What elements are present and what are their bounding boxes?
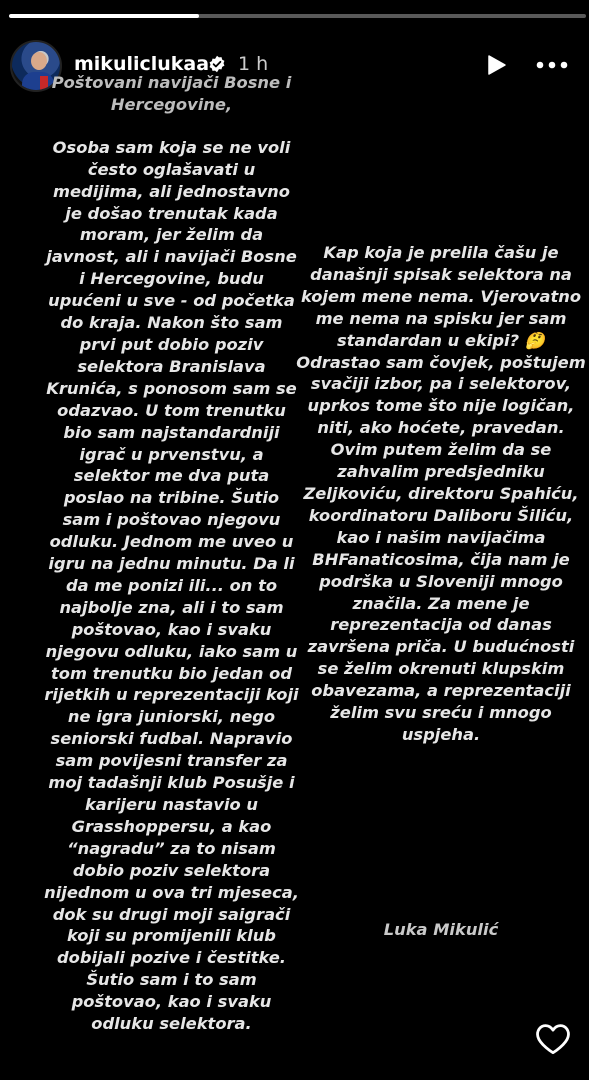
- more-icon: [536, 61, 568, 69]
- play-icon: [484, 53, 508, 77]
- letter-left-column: [44, 72, 299, 1035]
- heart-icon: [534, 1021, 572, 1055]
- letter-right-body: Kap koja je prelila čašu je današnji spisak selektora na kojem mene nema. Vjerovatno me nema na spisku jer sam standardan u ekipi? 🤔 Odrastao sam čovjek, poštujem svačiji izbor, pa i selektorov, uprkos tome što nije logičan, niti, ako hoćete, pravedan. Ovim putem želim da se zahvalim predsjedniku Zeljkoviću, direktoru Spahiću, koordinatoru Daliboru Šiliću, kao i našim navijačima BHFanaticosima, čija nam je podrška u Sloveniji mnogo značila. Za mene je reprezentacija od danas završena priča. U budućnosti se želim okrenuti klupskim obavezama, a reprezentaciji želim svu sreću i mnogo uspjeha.: [296, 243, 586, 744]
- username[interactable]: mikuliclukaa: [74, 53, 210, 75]
- verified-badge-icon: [208, 55, 226, 73]
- post-timestamp: 1 h: [238, 53, 269, 75]
- letter-greeting: Poštovani navijači Bosne i Hercegovine,: [51, 73, 292, 114]
- story-progress-fill: [9, 14, 199, 18]
- letter-left-body: Osoba sam koja se ne voli često oglašavati u medijima, ali jednostavno je došao trenutak kada moram, jer želim da javnost, ali i navijači Bosne i Hercegovine, budu upućeni u sve - od početka do kraja. Nakon što sam prvi put dobio poziv selektora Branislava Krunića, s ponosom sam se odazvao. U tom trenutku bio sam najstandardniji igrač u prvenstvu, a selektor me dva puta poslao na tribine. Šutio sam i poštovao njegovu odluku. Jednom me uveo u igru na jednu minutu. Da li da me ponizi ili... on to najbolje zna, ali i to sam poštovao, kao i svaku njegovu odluku, iako sam u tom trenutku bio jedan od rijetkih u reprezentaciji koji ne igra juniorski, nego seniorski fudbal. Napravio sam povijesni transfer za moj tadašnji klub Posušje i karijeru nastavio u Grasshoppersu, a kao “nagradu” za to nisam dobio poziv selektora nijednom u ova tri mjeseca, dok su drugi moji saigrači koji su promijenili klub dobijali pozive i čestitke. Šutio sam i to sam poštovao, kao i svaku odluku selektora.: [44, 137, 299, 1034]
- more-options-button[interactable]: [535, 52, 569, 78]
- story-progress-bar: [9, 14, 586, 18]
- play-button[interactable]: [483, 52, 509, 78]
- like-button[interactable]: [531, 1016, 575, 1060]
- letter-right-column: [296, 242, 586, 746]
- letter-signature: Luka Mikulić: [383, 920, 499, 939]
